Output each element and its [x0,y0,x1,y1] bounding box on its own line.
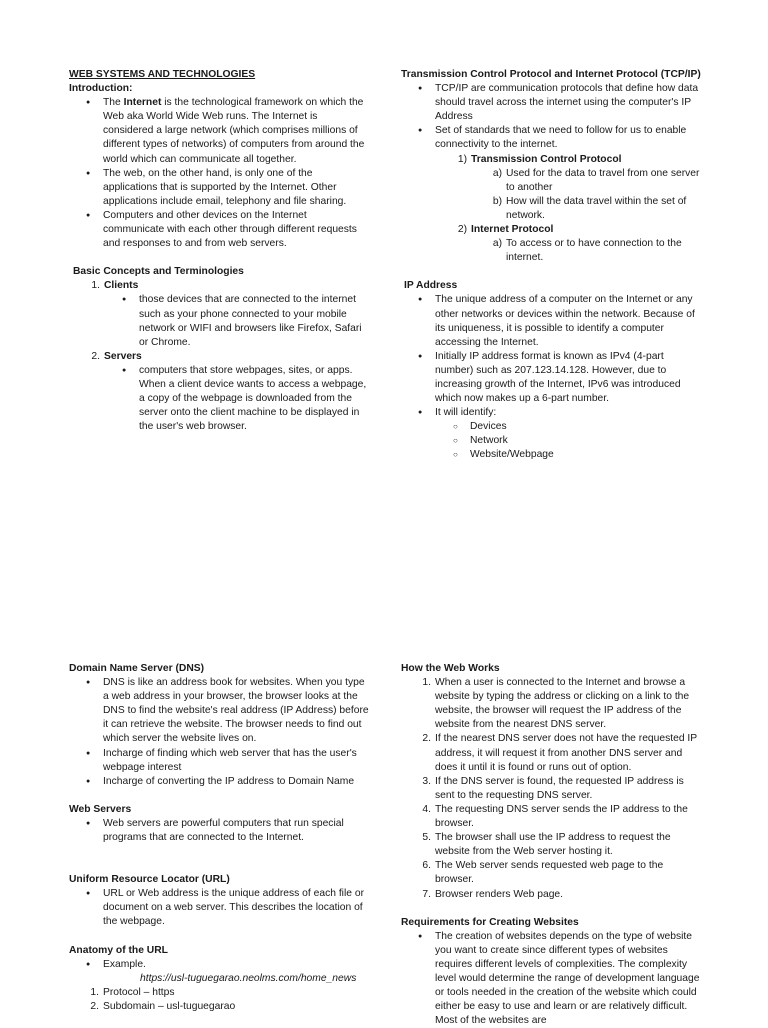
top-right-column [401,68,701,463]
anatomy-heading: Anatomy of the URL [69,944,168,956]
tcpip-list [401,82,701,152]
url-heading: Uniform Resource Locator (URL) [69,874,230,886]
requirements-heading: Requirements for Creating Websites [401,916,579,928]
list-item: ○ Network [470,434,701,448]
url-list [69,887,369,929]
url-example: https://usl-tuguegarao.neolms.com/home_news [140,972,357,984]
introduction-list [69,96,369,251]
list-item: ● Set of standards that we need to follow for us to enable connectivity to the internet. [435,124,701,152]
ip-address-heading: IP Address [404,280,458,292]
list-item: 2. Subdomain – usl-tuguegarao [90,1000,236,1012]
requirements-list [401,930,701,1028]
list-item: 4. The requesting DNS server sends the IP address to the browser. [422,803,688,830]
list-item: ● Initially IP address format is known as IPv4 (4-part number) such as 207.123.14.128. However, due to increasing growth of the Internet, IPv6 was introduced which now makes up a 6-part number. [435,350,701,406]
list-item: 2. Servers ● computers that store webpages, sites, or apps. When a client device wants to access a webpage, a copy of the webpage is downloaded from the server onto the client machine to be displayed in the user's web browser. [104,350,369,435]
list-item: ● URL or Web address is the unique address of each file or document on a web server. This describes the location of the webpage. [103,887,369,929]
list-item: 5. The browser shall use the IP address to request the website from the Web server hosting it. [422,832,671,858]
list-item: ● Web servers are powerful computers that run special programs that are connected to the Internet. [103,817,369,845]
protocols-list [401,153,701,266]
top-left-column [69,68,369,434]
list-item: 1. When a user is connected to the Internet and browse a website by typing the address or clicking on a link to the website, the browser will request the IP address of the website from the nearest DNS server. [422,677,690,731]
list-item: 1. Protocol – https [90,986,175,998]
bottom-left-column [69,662,369,1014]
list-item: ● Example. [103,958,369,972]
anatomy-parts-list [69,986,369,1014]
anatomy-list [69,958,369,972]
list-item: 3. If the DNS server is found, the requested IP address is sent to the requesting DNS server. [422,775,684,801]
list-item: ● Incharge of finding which web server that has the user's webpage interest [103,747,369,775]
list-item: ● DNS is like an address book for websites. When you type a web address in your browser, the browser looks at the DNS to find the website's real address (IP Address) before it can retrieve the website. The browser needs to find out which server the website lives on. [103,676,369,746]
list-item: ○ Website/Webpage [470,448,701,462]
bottom-right-column [401,662,701,1028]
list-item: ● Incharge of converting the IP address to Domain Name [103,775,369,789]
ip-address-list [401,293,701,462]
list-item: 1) Transmission Control Protocol a) Used for the data to travel from one server to another b) How will the data travel within the set of network. [471,153,701,223]
web-servers-list [69,817,369,845]
dns-list [69,676,369,789]
dns-heading: Domain Name Server (DNS) [69,663,205,674]
list-item: 7. Browser renders Web page. [422,888,564,900]
list-item: ● The web, on the other hand, is only one of the applications that is supported by the Internet. Other applications include email, telephony and file sharing. [103,167,369,209]
list-item: 2) Internet Protocol a) To access or to have connection to the internet. [471,223,701,265]
list-item: ○ Devices [470,420,701,434]
list-item: ● The creation of websites depends on the type of website you want to create since different types of websites requires different levels of complexities. The complexity level would determine the range of development language or tools needed in the creation of the website which could either be easy to use and learn or are relatively difficult. Most of the websites are [435,930,701,1028]
introduction-heading: Introduction: [69,83,133,95]
list-item: 2. If the nearest DNS server does not have the requested IP address, it will request it from another DNS server and does it until it is found or runs out of option. [422,733,697,773]
list-item: ● The unique address of a computer on the Internet or any other networks or devices within the network. Because of its uniqueness, it is possible to identify a computer accessing the Internet. [435,293,701,349]
list-item: b) How will the data travel within the set of network. [492,195,687,221]
document-title: WEB SYSTEMS AND TECHNOLOGIES [69,69,256,80]
list-item: 6. The Web server sends requested web page to the browser. [422,860,664,886]
list-item: a) To access or to have connection to the internet. [492,238,682,264]
list-item: ● The Internet is the technological framework on which the Web aka World Wide Web runs. The Internet is considered a large network (which comprises millions of different types of networks) of computers from around the world which can communicate all together. [103,96,369,166]
concepts-list [69,279,369,434]
list-item: ● Computers and other devices on the Internet communicate with each other through different requests and responses to and from web servers. [103,209,369,251]
tcpip-heading: Transmission Control Protocol and Internet Protocol (TCP/IP) [401,69,701,80]
list-item: ● those devices that are connected to the internet such as your phone connected to your mobile network or WIFI and browsers like Firefox, Safari or Chrome. [139,293,369,349]
web-servers-heading: Web Servers [69,803,132,815]
list-item: 1. Clients ● those devices that are connected to the internet such as your phone connected to your mobile network or WIFI and browsers like Firefox, Safari or Chrome. [104,279,369,349]
list-item: ● It will identify: ○ Devices ○ Network ○ Website/Webpage [435,406,701,462]
how-web-works-list [401,676,701,902]
basic-concepts-heading: Basic Concepts and Terminologies [73,266,244,278]
list-item: a) Used for the data to travel from one server to another [492,167,700,193]
list-item: ● computers that store webpages, sites, or apps. When a client device wants to access a webpage, a copy of the webpage is downloaded from the server onto the client machine to be displayed in the user's web browser. [139,364,369,434]
list-item: ● TCP/IP are communication protocols that define how data should travel across the internet using the computer's IP Address [435,82,701,124]
how-web-works-heading: How the Web Works [401,663,500,674]
